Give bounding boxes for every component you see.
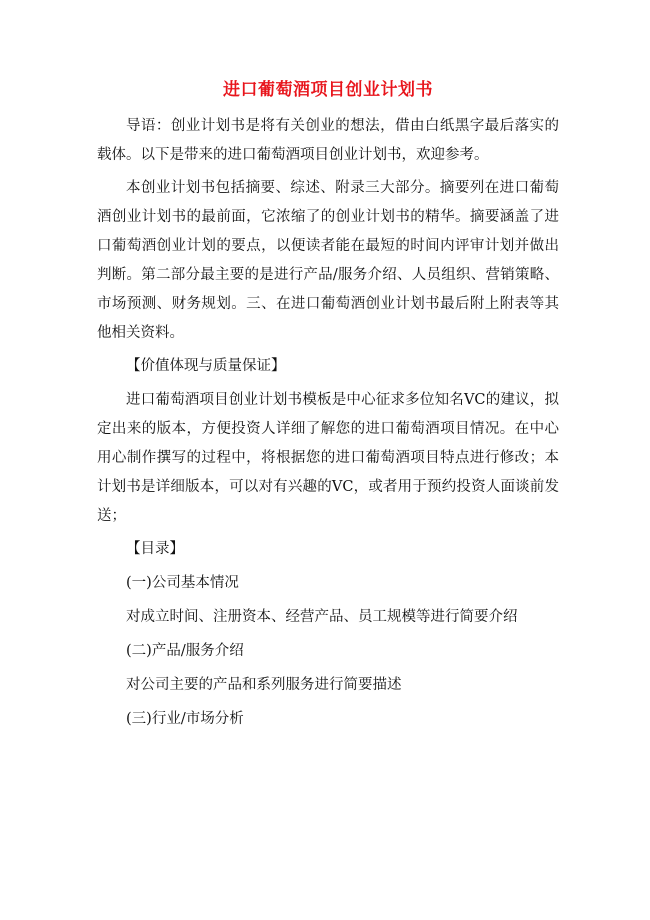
toc-item-description: 对公司主要的产品和系列服务进行简要描述: [126, 677, 402, 693]
value-paragraph: 进口葡萄酒项目创业计划书模板是中心征求多位知名VC的建议，拟定出来的版本，方便投资人详细了解您的进口葡萄酒项目情况。在中心用心制作撰写的过程中，将根据您的进口葡萄酒项目特点进行修改；本计划书是详细版本，可以对有兴趣的VC，或者用于预约投资人面谈前发送；: [97, 392, 559, 524]
overview-paragraph: 本创业计划书包括摘要、综述、附录三大部分。摘要列在进口葡萄酒创业计划书的最前面，它浓缩了的创业计划书的精华。摘要涵盖了进口葡萄酒创业计划的要点，以便读者能在最短的时间内评审计划并做出判断。第二部分最主要的是进行产品/服务介绍、人员组织、营销策略、市场预测、财务规划。三、在进口葡萄酒创业计划书最后附上附表等其他相关资料。: [97, 180, 559, 341]
intro-paragraph: 导语：创业计划书是将有关创业的想法，借由白纸黑字最后落实的载体。以下是带来的进口葡萄酒项目创业计划书，欢迎参考。: [97, 118, 559, 163]
toc-heading: 【目录】: [126, 541, 184, 557]
toc-item-heading: (三)行业/市场分析: [126, 711, 244, 727]
document-page: [97, 78, 559, 739]
toc-item-description: 对成立时间、注册资本、经营产品、员工规模等进行简要介绍: [126, 609, 518, 625]
document-title: 进口葡萄酒项目创业计划书: [223, 80, 433, 100]
toc-item-heading: (一)公司基本情况: [126, 575, 239, 591]
toc-item-heading: (二)产品/服务介绍: [126, 643, 244, 659]
value-heading: 【价值体现与质量保证】: [126, 358, 286, 374]
